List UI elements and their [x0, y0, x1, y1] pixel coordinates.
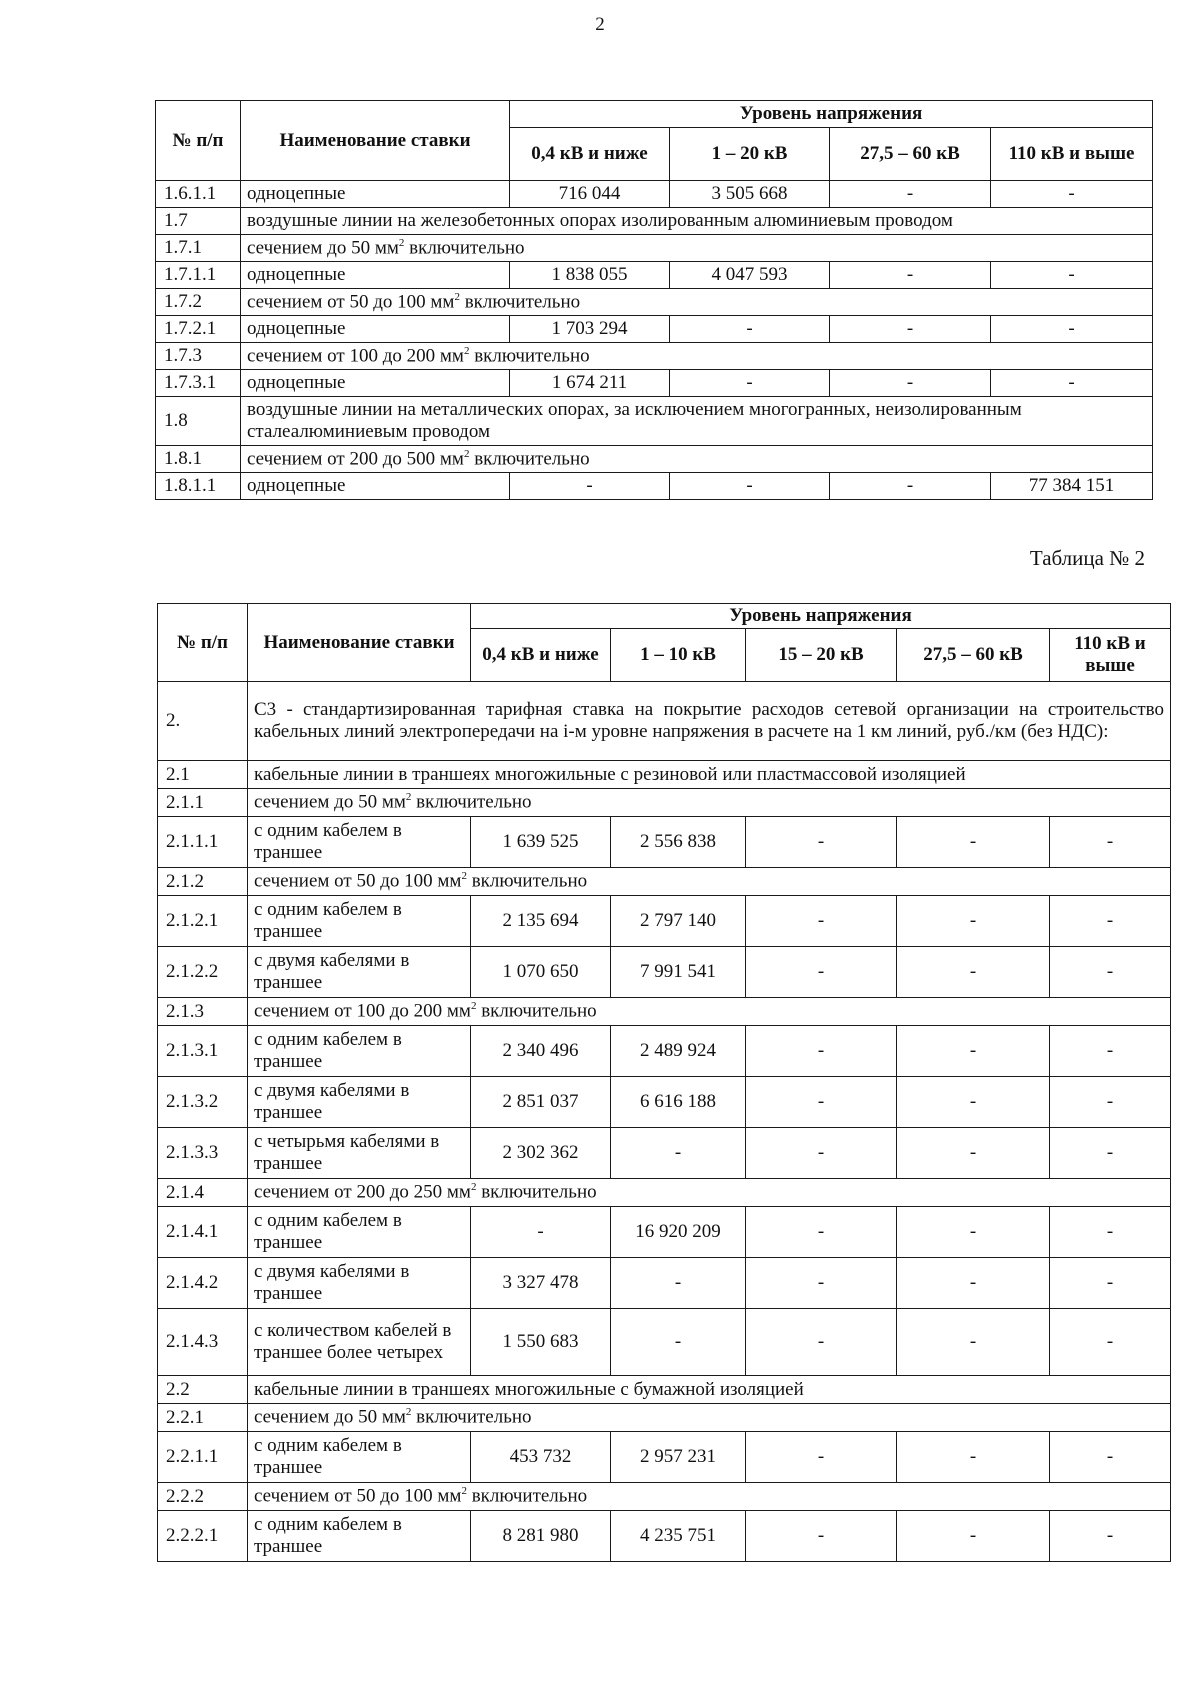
rate-value: - [897, 947, 1050, 998]
rate-value: - [746, 1128, 897, 1179]
rate-value: 2 851 037 [471, 1077, 611, 1128]
rate-value: - [1050, 817, 1171, 868]
row-description-text: сечением от 200 до 250 мм [254, 1181, 471, 1203]
header-num: № п/п [156, 101, 241, 181]
table-row [156, 181, 1153, 208]
rate-value: - [1050, 1207, 1171, 1258]
row-description-text: сечением от 50 до 100 мм [254, 1485, 462, 1507]
row-description [248, 761, 1171, 789]
row-name: с количеством кабелей в траншее более четырех [248, 1309, 471, 1376]
rate-value: - [611, 1258, 746, 1309]
unit-superscript: 2 [405, 791, 412, 804]
rate-value: - [670, 370, 830, 397]
row-number: 2.2.2.1 [158, 1511, 248, 1562]
row-description-text: сечением от 100 до 200 мм [254, 1000, 471, 1022]
row-name: с одним кабелем в траншее [248, 1432, 471, 1483]
rate-value: - [897, 817, 1050, 868]
row-number: 2.1.2.2 [158, 947, 248, 998]
row-name: с четырьмя кабелями в траншее [248, 1128, 471, 1179]
rate-value: - [1050, 1077, 1171, 1128]
row-number: 1.8 [156, 397, 241, 446]
row-number: 1.6.1.1 [156, 181, 241, 208]
rate-value: - [746, 1207, 897, 1258]
rate-value: - [830, 316, 991, 343]
rate-value: - [1050, 1128, 1171, 1179]
table-row [158, 1128, 1171, 1179]
unit-superscript: 2 [461, 1485, 467, 1498]
table-2-label: Таблица № 2 [1029, 546, 1145, 570]
row-number: 1.7.3.1 [156, 370, 241, 397]
rate-value: 4 235 751 [611, 1511, 746, 1562]
row-description [241, 343, 1153, 370]
rate-value: - [746, 1432, 897, 1483]
row-description-text: воздушные линии на железобетонных опорах изолированным алюминиевым проводом [247, 210, 953, 232]
row-name: одноцепные [241, 262, 510, 289]
rate-value: - [746, 896, 897, 947]
header-level: 110 кВ и выше [991, 128, 1153, 181]
table-row [158, 789, 1171, 817]
table-row [158, 1511, 1171, 1562]
table-row [156, 370, 1153, 397]
row-name: с двумя кабелями в траншее [248, 1077, 471, 1128]
row-description [248, 1179, 1171, 1207]
rate-value: - [897, 1258, 1050, 1309]
table-row [156, 397, 1153, 446]
header-level: 0,4 кВ и ниже [471, 629, 611, 682]
rate-value: 6 616 188 [611, 1077, 746, 1128]
rate-value: - [991, 370, 1153, 397]
row-name: с одним кабелем в траншее [248, 817, 471, 868]
row-description-tail: включительно [411, 791, 532, 813]
rate-value: - [830, 181, 991, 208]
rate-value: - [746, 1511, 897, 1562]
rate-value: - [897, 1309, 1050, 1376]
rate-value: 3 327 478 [471, 1258, 611, 1309]
rate-value: - [830, 262, 991, 289]
rate-value: 4 047 593 [670, 262, 830, 289]
header-level: 27,5 – 60 кВ [830, 128, 991, 181]
row-number: 2.1.3.3 [158, 1128, 248, 1179]
row-number: 1.7.2.1 [156, 316, 241, 343]
rate-value: 2 489 924 [611, 1026, 746, 1077]
table-row [156, 343, 1153, 370]
table-row [158, 1404, 1171, 1432]
row-number: 2.1.4 [158, 1179, 248, 1207]
row-description-text: сечением от 100 до 200 мм [247, 345, 464, 367]
row-description [241, 397, 1153, 446]
table-row [158, 817, 1171, 868]
rate-value: 1 639 525 [471, 817, 611, 868]
row-description-tail: включительно [411, 1406, 532, 1428]
row-number: 2.2.1.1 [158, 1432, 248, 1483]
row-description [241, 208, 1153, 235]
table-row [158, 998, 1171, 1026]
header-level: 15 – 20 кВ [746, 629, 897, 682]
table-row [158, 1258, 1171, 1309]
header-level: 110 кВ и выше [1050, 629, 1171, 682]
row-number: 2.1.2.1 [158, 896, 248, 947]
rate-value: - [897, 1128, 1050, 1179]
rate-value: 1 703 294 [510, 316, 670, 343]
table-row [158, 1179, 1171, 1207]
row-number: 2. [158, 682, 248, 761]
row-description-tail: включительно [404, 237, 525, 259]
unit-superscript: 2 [470, 1000, 477, 1013]
rate-value: - [510, 473, 670, 500]
row-name: с двумя кабелями в траншее [248, 1258, 471, 1309]
row-number: 2.1.3.1 [158, 1026, 248, 1077]
row-number: 2.1.1.1 [158, 817, 248, 868]
row-number: 2.1.1 [158, 789, 248, 817]
row-description-text: сечением до 50 мм [247, 237, 399, 259]
row-description-tail: включительно [466, 870, 588, 892]
row-description [241, 235, 1153, 262]
rate-value: - [1050, 1258, 1171, 1309]
row-number: 2.2.2 [158, 1483, 248, 1511]
rate-value: 1 674 211 [510, 370, 670, 397]
unit-superscript: 2 [463, 344, 470, 357]
row-number: 2.2.1 [158, 1404, 248, 1432]
row-description [241, 446, 1153, 473]
row-number: 1.7.1.1 [156, 262, 241, 289]
unit-superscript: 2 [463, 447, 470, 460]
table-row [158, 1376, 1171, 1404]
row-description-text: сечением до 50 мм [254, 791, 406, 813]
row-number: 1.8.1.1 [156, 473, 241, 500]
header-num: № п/п [158, 604, 248, 682]
row-number: 2.1.2 [158, 868, 248, 896]
rate-value: 2 302 362 [471, 1128, 611, 1179]
table-row [158, 1026, 1171, 1077]
tariff-table-1 [155, 100, 1153, 500]
row-description [248, 998, 1171, 1026]
rate-value: - [830, 473, 991, 500]
rate-value: 1 550 683 [471, 1309, 611, 1376]
rate-value: - [1050, 1432, 1171, 1483]
rate-value: - [830, 370, 991, 397]
rate-value: 2 135 694 [471, 896, 611, 947]
table-row [158, 947, 1171, 998]
tariff-table-2 [157, 603, 1171, 1562]
row-number: 2.1.3.2 [158, 1077, 248, 1128]
row-number: 2.1.4.2 [158, 1258, 248, 1309]
unit-superscript: 2 [405, 1406, 412, 1419]
table-row [158, 1207, 1171, 1258]
row-number: 2.1.4.1 [158, 1207, 248, 1258]
rate-value: - [670, 473, 830, 500]
row-description-tail: включительно [469, 345, 590, 367]
header-level: 1 – 10 кВ [611, 629, 746, 682]
table-row [158, 1077, 1171, 1128]
table-row [156, 208, 1153, 235]
rate-value: 3 505 668 [670, 181, 830, 208]
row-number: 2.1.3 [158, 998, 248, 1026]
unit-superscript: 2 [461, 870, 467, 883]
header-voltage-group: Уровень напряжения [510, 101, 1153, 128]
rate-value: - [611, 1128, 746, 1179]
rate-value: - [897, 1026, 1050, 1077]
rate-value: - [1050, 1026, 1171, 1077]
row-description-text: сечением от 50 до 100 мм [247, 291, 455, 313]
rate-value: - [991, 181, 1153, 208]
rate-value: - [746, 1077, 897, 1128]
rate-value: 1 070 650 [471, 947, 611, 998]
table-row [156, 473, 1153, 500]
row-description-tail: включительно [466, 1485, 588, 1507]
table-row [156, 289, 1153, 316]
rate-value: - [991, 316, 1153, 343]
table-row [158, 761, 1171, 789]
row-description [248, 1483, 1171, 1511]
table-row [156, 262, 1153, 289]
header-level: 0,4 кВ и ниже [510, 128, 670, 181]
row-name: с двумя кабелями в траншее [248, 947, 471, 998]
row-description [248, 789, 1171, 817]
row-description-text: воздушные линии на металлических опорах, за исключением многогранных, неизолированным сталеалюминиевым проводом [247, 399, 1022, 442]
category-description [248, 682, 1171, 761]
row-number: 1.7 [156, 208, 241, 235]
row-description [248, 868, 1171, 896]
table-row [158, 682, 1171, 761]
table-row [158, 1483, 1171, 1511]
row-description [248, 1376, 1171, 1404]
table-row [158, 868, 1171, 896]
rate-value: 2 797 140 [611, 896, 746, 947]
row-number: 1.8.1 [156, 446, 241, 473]
table-row [158, 1309, 1171, 1376]
table-row [158, 896, 1171, 947]
row-number: 1.7.3 [156, 343, 241, 370]
row-description-text: С3 - стандартизированная тарифная ставка на покрытие расходов сетевой организации на строительство кабельных линий электропередачи на i-м уровне напряжения в расчете на 1 км линий, руб./км (без НДС): [254, 699, 1164, 742]
row-description [241, 289, 1153, 316]
rate-value: 8 281 980 [471, 1511, 611, 1562]
row-description-text: сечением до 50 мм [254, 1406, 406, 1428]
rate-value: 453 732 [471, 1432, 611, 1483]
rate-value: - [1050, 896, 1171, 947]
row-description-tail: включительно [459, 291, 581, 313]
rate-value: - [746, 1309, 897, 1376]
rate-value: 2 340 496 [471, 1026, 611, 1077]
table-row [156, 316, 1153, 343]
row-name: с одним кабелем в траншее [248, 1511, 471, 1562]
rate-value: - [746, 1026, 897, 1077]
rate-value: - [746, 817, 897, 868]
row-number: 1.7.1 [156, 235, 241, 262]
header-level: 27,5 – 60 кВ [897, 629, 1050, 682]
table-row [156, 235, 1153, 262]
unit-superscript: 2 [470, 1181, 477, 1194]
header-name: Наименование ставки [241, 101, 510, 181]
row-name: одноцепные [241, 473, 510, 500]
rate-value: - [897, 1077, 1050, 1128]
row-description-tail: включительно [469, 448, 590, 470]
rate-value: - [897, 1207, 1050, 1258]
row-number: 2.2 [158, 1376, 248, 1404]
rate-value: - [897, 1511, 1050, 1562]
rate-value: - [897, 1432, 1050, 1483]
unit-superscript: 2 [454, 290, 460, 303]
rate-value: - [471, 1207, 611, 1258]
row-description-text: сечением от 50 до 100 мм [254, 870, 462, 892]
row-name: с одним кабелем в траншее [248, 1026, 471, 1077]
rate-value: - [611, 1309, 746, 1376]
row-name: с одним кабелем в траншее [248, 1207, 471, 1258]
rate-value: - [1050, 947, 1171, 998]
rate-value: - [746, 947, 897, 998]
rate-value: - [1050, 1309, 1171, 1376]
row-number: 2.1 [158, 761, 248, 789]
row-description-text: кабельные линии в траншеях многожильные с бумажной изоляцией [254, 1378, 804, 1400]
unit-superscript: 2 [398, 236, 405, 249]
row-name: одноцепные [241, 316, 510, 343]
table-row [158, 1432, 1171, 1483]
rate-value: 77 384 151 [991, 473, 1153, 500]
row-name: одноцепные [241, 181, 510, 208]
rate-value: 2 556 838 [611, 817, 746, 868]
header-level: 1 – 20 кВ [670, 128, 830, 181]
rate-value: - [991, 262, 1153, 289]
rate-value: 716 044 [510, 181, 670, 208]
rate-value: - [897, 896, 1050, 947]
page-number: 2 [595, 14, 605, 35]
row-name: одноцепные [241, 370, 510, 397]
row-description [248, 1404, 1171, 1432]
rate-value: - [746, 1258, 897, 1309]
rate-value: 16 920 209 [611, 1207, 746, 1258]
row-description-tail: включительно [476, 1000, 597, 1022]
header-name: Наименование ставки [248, 604, 471, 682]
row-description-tail: включительно [476, 1181, 597, 1203]
table-row [156, 446, 1153, 473]
row-name: с одним кабелем в траншее [248, 896, 471, 947]
row-description-text: кабельные линии в траншеях многожильные с резиновой или пластмассовой изоляцией [254, 763, 966, 785]
rate-value: 1 838 055 [510, 262, 670, 289]
rate-value: 2 957 231 [611, 1432, 746, 1483]
header-voltage-group: Уровень напряжения [471, 604, 1171, 629]
row-number: 1.7.2 [156, 289, 241, 316]
row-number: 2.1.4.3 [158, 1309, 248, 1376]
rate-value: - [670, 316, 830, 343]
row-description-text: сечением от 200 до 500 мм [247, 448, 464, 470]
rate-value: - [1050, 1511, 1171, 1562]
rate-value: 7 991 541 [611, 947, 746, 998]
